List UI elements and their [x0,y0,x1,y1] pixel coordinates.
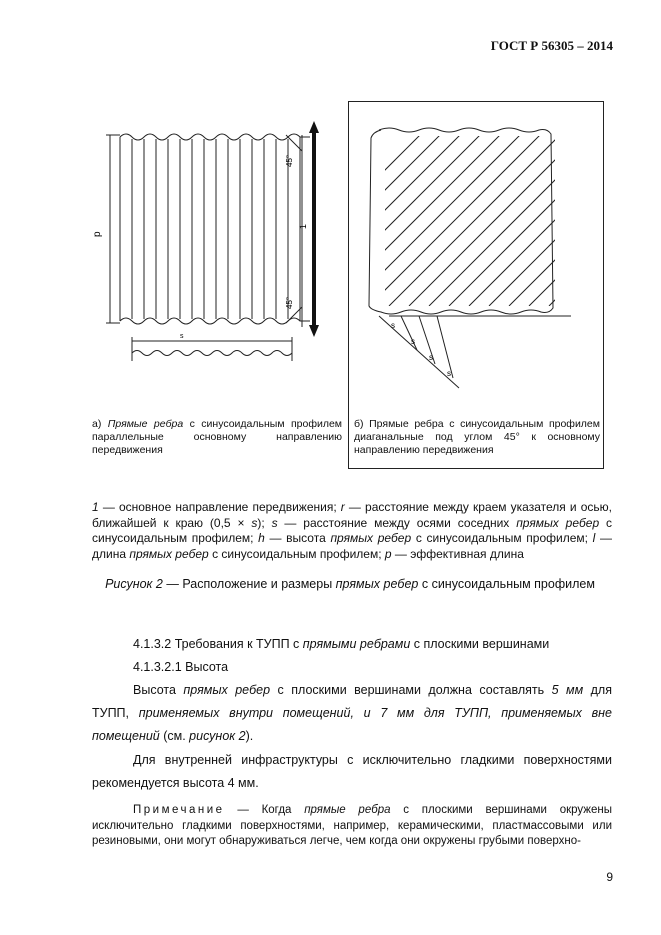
section-heading [133,633,549,655]
legend-part: l [592,531,596,545]
p1-part: с плоскими вершинами должна составлять [270,683,552,697]
note-part: — Когда [224,804,305,816]
note [92,803,612,850]
figure-b-svg [349,102,603,392]
legend-part: — длина [92,531,613,561]
label-s-1: s [391,321,395,330]
legend-part: — расстояние между осями соседних [277,515,517,530]
legend-part: прямых ребер [129,546,209,561]
figure-legend [92,500,612,562]
heading-prefix: 4.1.3.2 Требования к ТУПП с [133,637,303,651]
p1-part: Высота [133,683,184,697]
legend-part: s [271,515,278,530]
heading-suffix: с плоскими вершинами [410,637,550,651]
document-header: ГОСТ Р 56305 – 2014 [490,38,613,53]
figure-a-drawing [92,105,342,405]
legend-part: 1 [92,500,99,514]
label-s-3: s [429,353,433,362]
p1-part: рисунок 2 [189,729,246,743]
page-number: 9 [606,870,613,884]
legend-part: прямых ребер [330,531,412,545]
legend-part: с синусоидальным профилем; [92,515,612,545]
label-s-4: s [447,369,451,378]
figure-title-part: — Расположение и размеры [162,577,336,591]
paragraph-height [92,679,612,748]
p1-part: для ТУПП, [92,683,612,720]
label-s: s [180,333,184,340]
legend-part: p [384,546,392,561]
p1-part: 5 мм [551,683,584,697]
figure-b-drawing [348,101,604,469]
note-part: с плоскими вершинами окружены исключительно гладкими поверхностями, например, керамическими, пластмассовыми или резиновыми, они могут обнаруживаться легче, чем когда они окружены грубыми поверхно- [92,804,612,847]
legend-part: s [251,515,258,530]
legend-part: — эффективная длина [391,546,524,561]
p1-part: прямых ребер [183,683,271,697]
figure-title [100,576,600,592]
figure-title-italic: прямых ребер [335,577,419,591]
figure-title-number: Рисунок 2 [105,577,163,591]
legend-part: прямых ребер [516,515,600,530]
label-p: p [92,231,103,237]
legend-part: r [340,500,345,514]
caption-a-italic: Прямые ребра [107,418,184,430]
label-s-2: s [411,337,415,346]
label-angle-bottom: 45° [285,296,294,309]
heading-italic: прямыми ребрами [302,637,411,651]
legend-part: с синусоидальным профилем; [411,531,593,545]
figure-a-caption [92,418,342,457]
legend-part: — основное направление передвижения; [98,500,341,514]
label-angle-top: 45° [285,154,294,167]
legend-part: h [258,531,265,545]
note-part: прямые ребра [304,804,391,816]
legend-part: с синусоидальным профилем; [208,546,385,561]
p1-part: применяемых внутри помещений, и 7 мм для ТУПП, применяемых вне помещений [92,706,612,743]
p1-part: ). [245,729,254,743]
subsection-heading: 4.1.3.2.1 Высота [133,660,229,674]
figure-title-part: с синусоидальным профилем [418,577,595,591]
note-label: Примечание [133,804,225,816]
figure-b-caption: б) Прямые ребра с синусоидальным профилем диаганальные под углом 45° к основному направлению передвижения [354,418,600,456]
figure-a-svg [92,105,342,405]
label-direction-1: 1 [298,223,308,229]
legend-part: — высота [264,531,331,545]
legend-part: — расстояние между краем указателя и осью, ближайшей к краю (0,5 × [92,500,612,530]
legend-part: ); [257,515,272,530]
paragraph-internal: Для внутренней инфраструктуры с исключительно гладкими поверхностями рекомендуется высота 4 мм. [92,753,612,790]
p1-part: (см. [159,729,190,743]
caption-a-prefix: а) [92,418,102,430]
caption-a-rest: с синусоидальным профилем параллельные основному направлению передвижения [92,418,343,456]
